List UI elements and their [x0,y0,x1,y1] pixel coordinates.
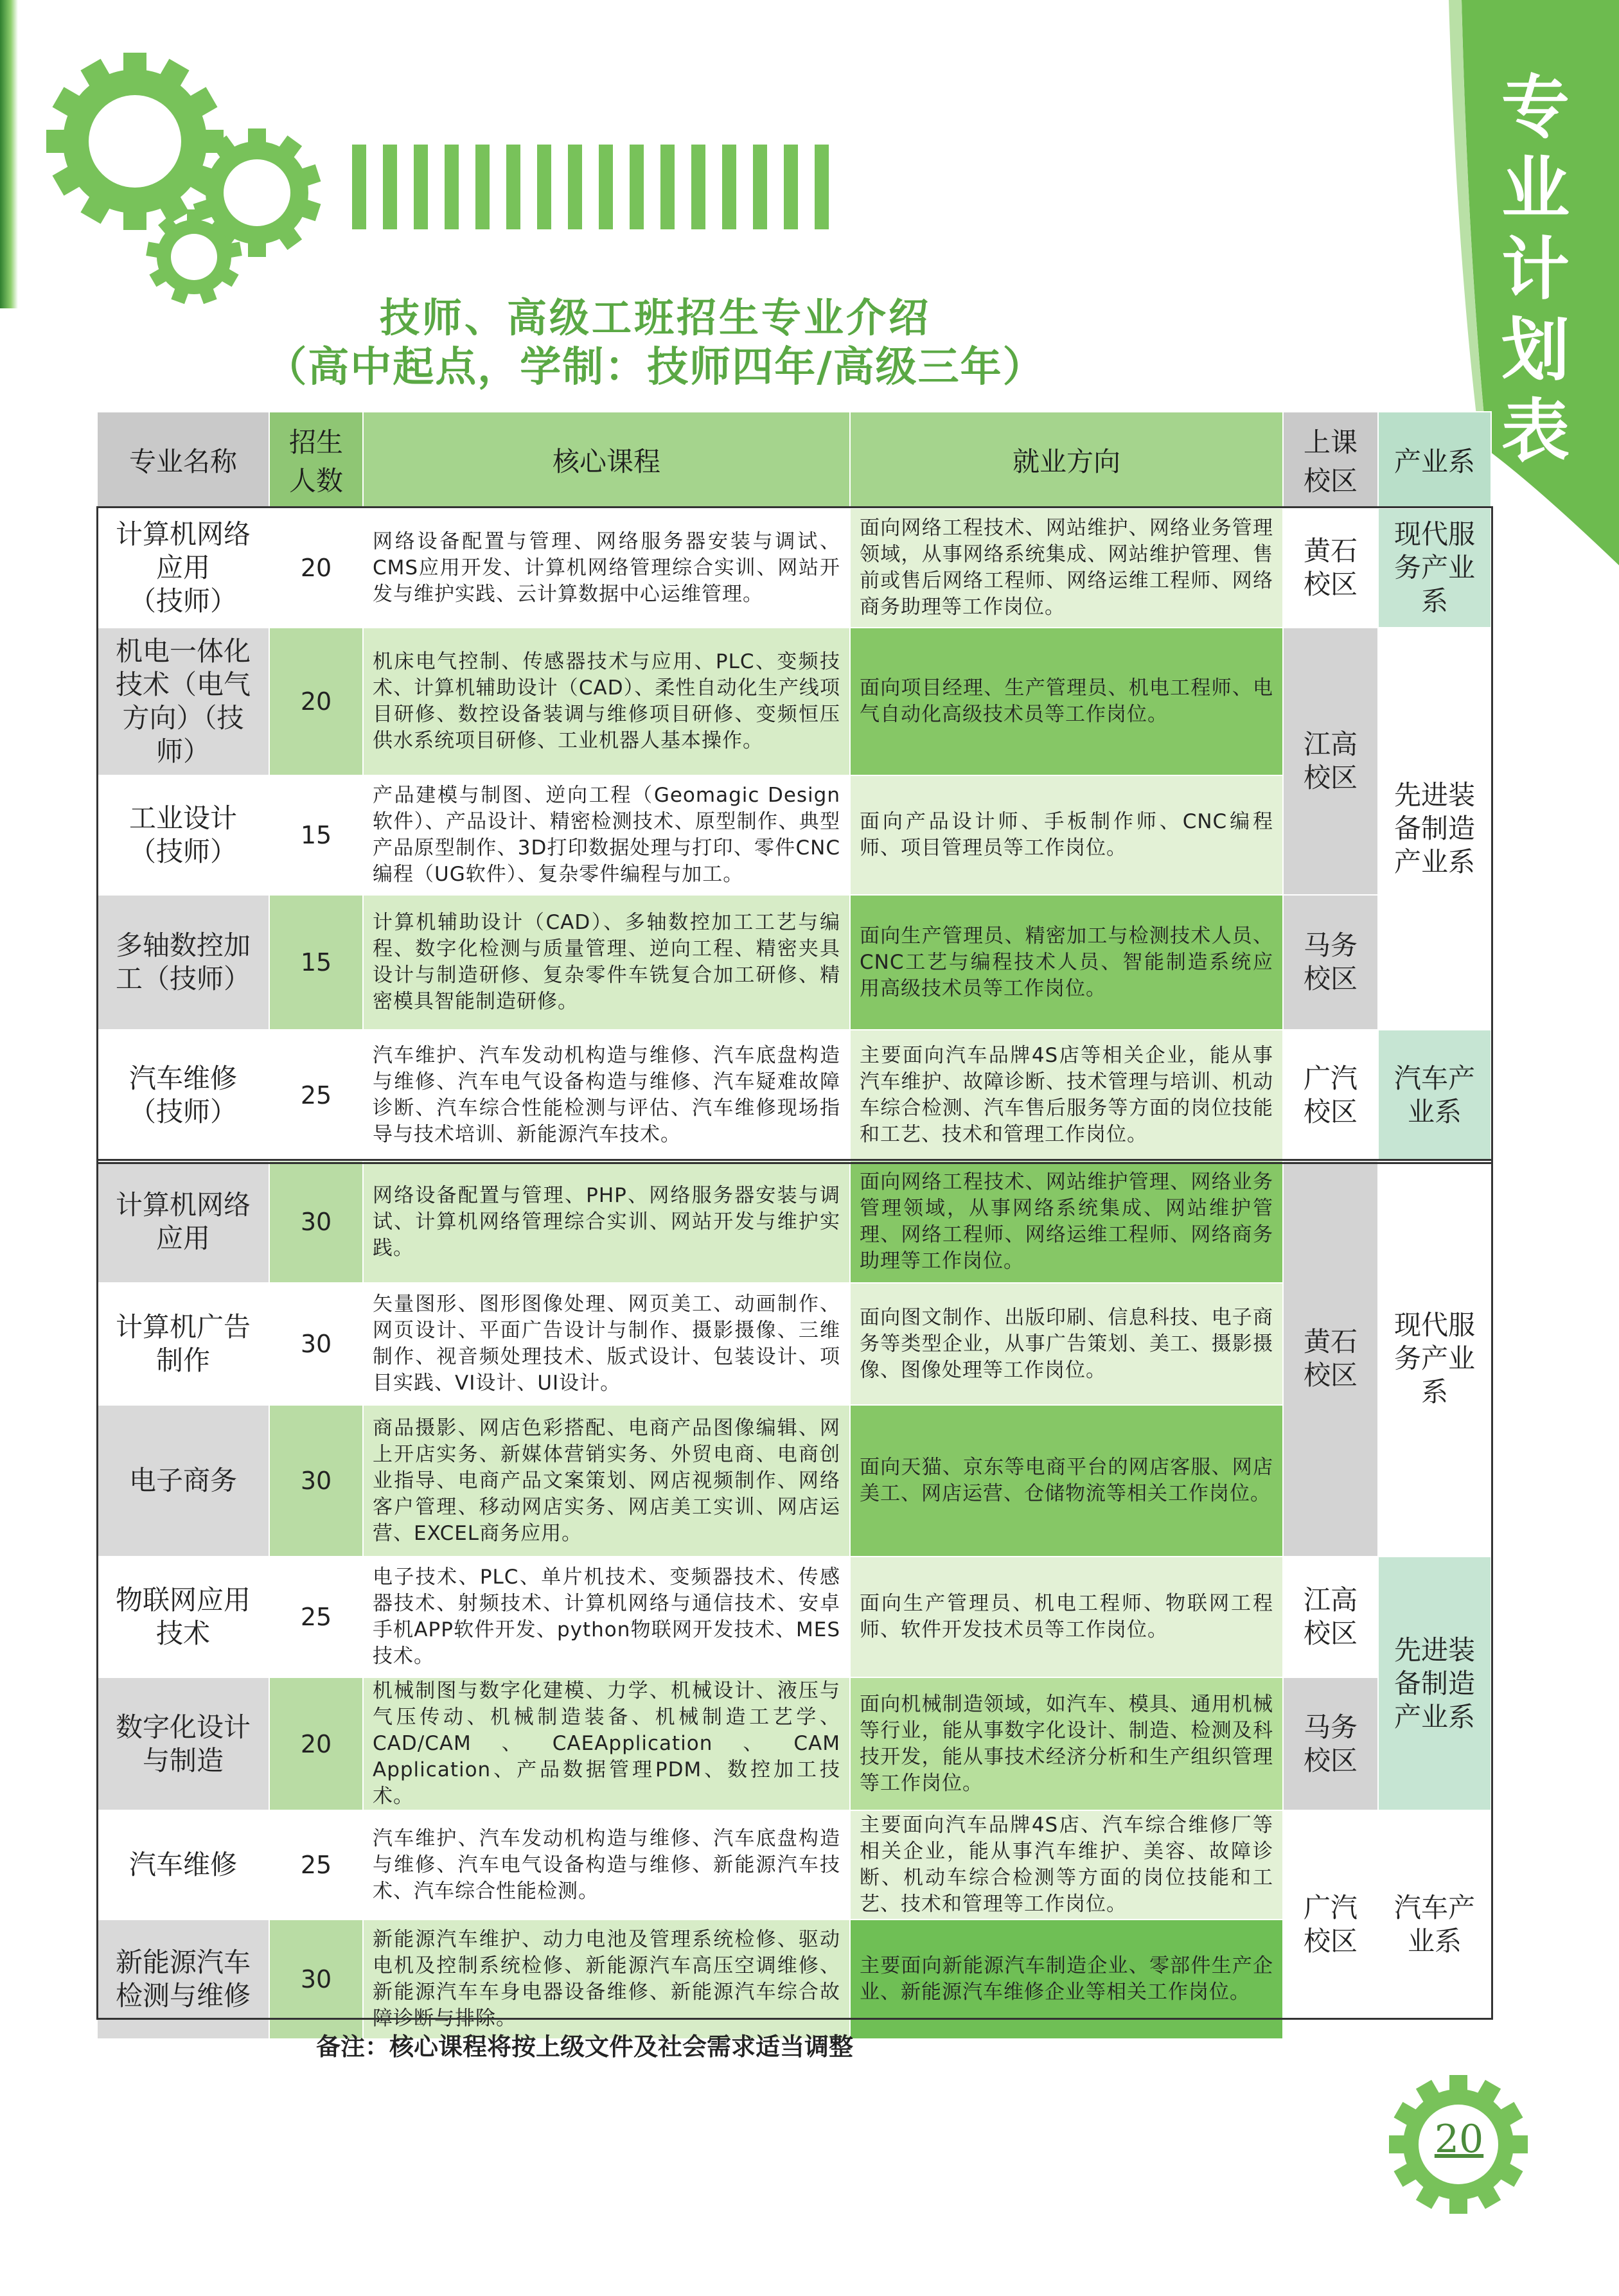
side-tab-char: 划 [1501,311,1570,390]
header-job: 就业方向 [850,412,1283,508]
enrollment-count: 30 [269,1405,363,1557]
core-courses: 商品摄影、网店色彩搭配、电商产品图像编辑、网上开店实务、新媒体营销实务、外贸电商、电商创业指导、电商产品文案策划、网店视频制作、网络客户管理、移动网店实务、网店美工实训、网店运营、EXCEL商务应用。 [363,1405,850,1557]
core-courses: 网络设备配置与管理、网络服务器安装与调试、CMS应用开发、计算机网络管理综合实训、网站开发与维护实践、云计算数据中心运维管理。 [363,508,850,628]
enrollment-count: 15 [269,895,363,1030]
table-row [97,1677,1491,1810]
header-num [269,412,363,508]
enrollment-count: 25 [269,1557,363,1677]
program-name: 电子商务 [97,1405,269,1557]
table-row [97,508,1491,628]
program-name: 机电一体化 技术（电气 方向）（技 师） [97,628,269,775]
side-tab-label [1497,67,1574,472]
campus: 广汽 校区 [1283,1810,1378,2039]
enrollment-count: 20 [269,508,363,628]
header-campus [1283,412,1378,508]
career-direction: 面向网络工程技术、网站维护、网络业务管理领域，从事网络系统集成、网站维护管理、售前或售后网络工程师、网络运维工程师、网络商务助理等工作岗位。 [850,508,1283,628]
program-table [96,411,1492,2040]
table-row [97,1810,1491,1920]
core-courses: 机械制图与数字化建模、力学、机械设计、液压与气压传动、机械制造装备、机械制造工艺学、CAD/CAM、CAEApplication、CAM Application、产品数据管理PDM、数控加工技术。 [363,1677,850,1810]
table-row [97,1283,1491,1405]
enrollment-count: 30 [269,1283,363,1405]
campus: 马务 校区 [1283,1677,1378,1810]
side-tab-char: 专 [1501,68,1570,147]
side-tab-char: 计 [1501,230,1570,309]
campus: 黄石 校区 [1283,1161,1378,1557]
core-courses: 产品建模与制图、逆向工程（Geomagic Design软件）、产品设计、精密检测技术、原型制作、典型产品原型制作、3D打印数据处理与打印、零件CNC编程（UG软件）、复杂零件编程与加工。 [363,775,850,895]
program-name: 计算机广告 制作 [97,1283,269,1405]
enrollment-count: 15 [269,775,363,895]
table-row [97,1920,1491,2039]
campus: 黄石 校区 [1283,508,1378,628]
career-direction: 面向项目经理、生产管理员、机电工程师、电气自动化高级技术员等工作岗位。 [850,628,1283,775]
page-subtitle: （高中起点，学制：技师四年/高级三年） [265,344,1045,391]
career-direction: 面向图文制作、出版印刷、信息科技、电子商务等类型企业，从事广告策划、美工、摄影摄像、图像处理等工作岗位。 [850,1283,1283,1405]
career-direction: 面向网络工程技术、网站维护管理、网络业务管理领域，从事网络系统集成、网站维护管理、网络工程师、网络运维工程师、网络商务助理等工作岗位。 [850,1161,1283,1283]
career-direction: 面向生产管理员、精密加工与检测技术人员、CNC工艺与编程技术人员、智能制造系统应用高级技术员等工作岗位。 [850,895,1283,1030]
header-campus-line1: 上课 [1303,427,1358,458]
enrollment-count: 25 [269,1810,363,1920]
enrollment-count: 20 [269,628,363,775]
program-name: 多轴数控加 工（技师） [97,895,269,1030]
core-courses: 电子技术、PLC、单片机技术、变频器技术、传感器技术、射频技术、计算机网络与通信技术、安卓手机APP软件开发、python物联网开发技术、MES技术。 [363,1557,850,1677]
industry-dept: 先进装 备制造 产业系 [1378,628,1491,1030]
core-courses: 汽车维护、汽车发动机构造与维修、汽车底盘构造与维修、汽车电气设备构造与维修、新能源汽车技术、汽车综合性能检测。 [363,1810,850,1920]
enrollment-count: 25 [269,1030,363,1161]
program-name: 工业设计 （技师） [97,775,269,895]
campus: 马务 校区 [1283,895,1378,1030]
program-name: 物联网应用 技术 [97,1557,269,1677]
enrollment-count: 30 [269,1920,363,2039]
table-row [97,1161,1491,1283]
table-row [97,895,1491,1030]
footnote: 备注：核心课程将按上级文件及社会需求适当调整 [315,2033,853,2061]
career-direction: 面向产品设计师、手板制作师、CNC编程师、项目管理员等工作岗位。 [850,775,1283,895]
core-courses: 新能源汽车维护、动力电池及管理系统检修、驱动电机及控制系统检修、新能源汽车高压空调维修、新能源汽车车身电器设备维修、新能源汽车综合故障诊断与排除。 [363,1920,850,2039]
career-direction: 面向机械制造领域，如汽车、模具、通用机械等行业，能从事数字化设计、制造、检测及科技开发，能从事技术经济分析和生产组织管理等工作岗位。 [850,1677,1283,1810]
page-title: 技师、高级工班招生专业介绍 [379,294,931,341]
core-courses: 机床电气控制、传感器技术与应用、PLC、变频技术、计算机辅助设计（CAD）、柔性自动化生产线项目研修、数控设备装调与维修项目研修、变频恒压供水系统项目研修、工业机器人基本操作。 [363,628,850,775]
table-header-row [97,412,1491,508]
program-name: 计算机网络 应用 （技师） [97,508,269,628]
program-name: 数字化设计 与制造 [97,1677,269,1810]
table-row [97,775,1491,895]
side-tab-char: 业 [1501,149,1570,228]
campus: 江高 校区 [1283,628,1378,895]
decorative-bars [352,145,829,229]
career-direction: 主要面向汽车品牌4S店等相关企业，能从事汽车维护、故障诊断、技术管理与培训、机动车综合检测、汽车售后服务等方面的岗位技能和工艺、技术和管理工作岗位。 [850,1030,1283,1161]
industry-dept: 先进装 备制造 产业系 [1378,1557,1491,1810]
header-industry: 产业系 [1378,412,1491,508]
campus: 广汽 校区 [1283,1030,1378,1161]
program-name: 汽车维修 [97,1810,269,1920]
gears-icon [26,45,347,315]
table-row [97,1405,1491,1557]
table-row [97,1030,1491,1161]
career-direction: 面向天猫、京东等电商平台的网店客服、网店美工、网店运营、仓储物流等相关工作岗位。 [850,1405,1283,1557]
industry-dept: 现代服 务产业 系 [1378,1161,1491,1557]
program-name: 计算机网络 应用 [97,1161,269,1283]
core-courses: 网络设备配置与管理、PHP、网络服务器安装与调试、计算机网络管理综合实训、网站开发与维护实践。 [363,1161,850,1283]
core-courses: 汽车维护、汽车发动机构造与维修、汽车底盘构造与维修、汽车电气设备构造与维修、汽车疑难故障诊断、汽车综合性能检测与评估、汽车维修现场指导与技术培训、新能源汽车技术。 [363,1030,850,1161]
core-courses: 矢量图形、图形图像处理、网页美工、动画制作、网页设计、平面广告设计与制作、摄影摄像、三维制作、视音频处理技术、版式设计、包装设计、项目实践、VI设计、UI设计。 [363,1283,850,1405]
program-name: 新能源汽车 检测与维修 [97,1920,269,2039]
header-name: 专业名称 [97,412,269,508]
header-num-line2: 人数 [288,465,343,497]
program-name: 汽车维修 （技师） [97,1030,269,1161]
campus: 江高 校区 [1283,1557,1378,1677]
career-direction: 面向生产管理员、机电工程师、物联网工程师、软件开发技术员等工作岗位。 [850,1557,1283,1677]
side-tab-char: 表 [1501,392,1570,471]
enrollment-count: 20 [269,1677,363,1810]
industry-dept: 现代服 务产业 系 [1378,508,1491,628]
core-courses: 计算机辅助设计（CAD）、多轴数控加工工艺与编程、数字化检测与质量管理、逆向工程、精密夹具设计与制造研修、复杂零件车铣复合加工研修、精密模具智能制造研修。 [363,895,850,1030]
industry-dept: 汽车产 业系 [1378,1810,1491,2039]
career-direction: 主要面向汽车品牌4S店、汽车综合维修厂等相关企业，能从事汽车维护、美容、故障诊断、机动车综合检测等方面的岗位技能和工艺、技术和管理等工作岗位。 [850,1810,1283,1920]
career-direction: 主要面向新能源汽车制造企业、零部件生产企业、新能源汽车维修企业等相关工作岗位。 [850,1920,1283,2039]
table-row [97,628,1491,775]
header-core: 核心课程 [363,412,850,508]
left-edge-decoration [0,0,18,308]
page-number: 20 [1434,2117,1484,2162]
enrollment-count: 30 [269,1161,363,1283]
industry-dept: 汽车产 业系 [1378,1030,1491,1161]
table-row [97,1557,1491,1677]
header-campus-line2: 校区 [1303,465,1358,497]
header-num-line1: 招生 [288,427,343,458]
